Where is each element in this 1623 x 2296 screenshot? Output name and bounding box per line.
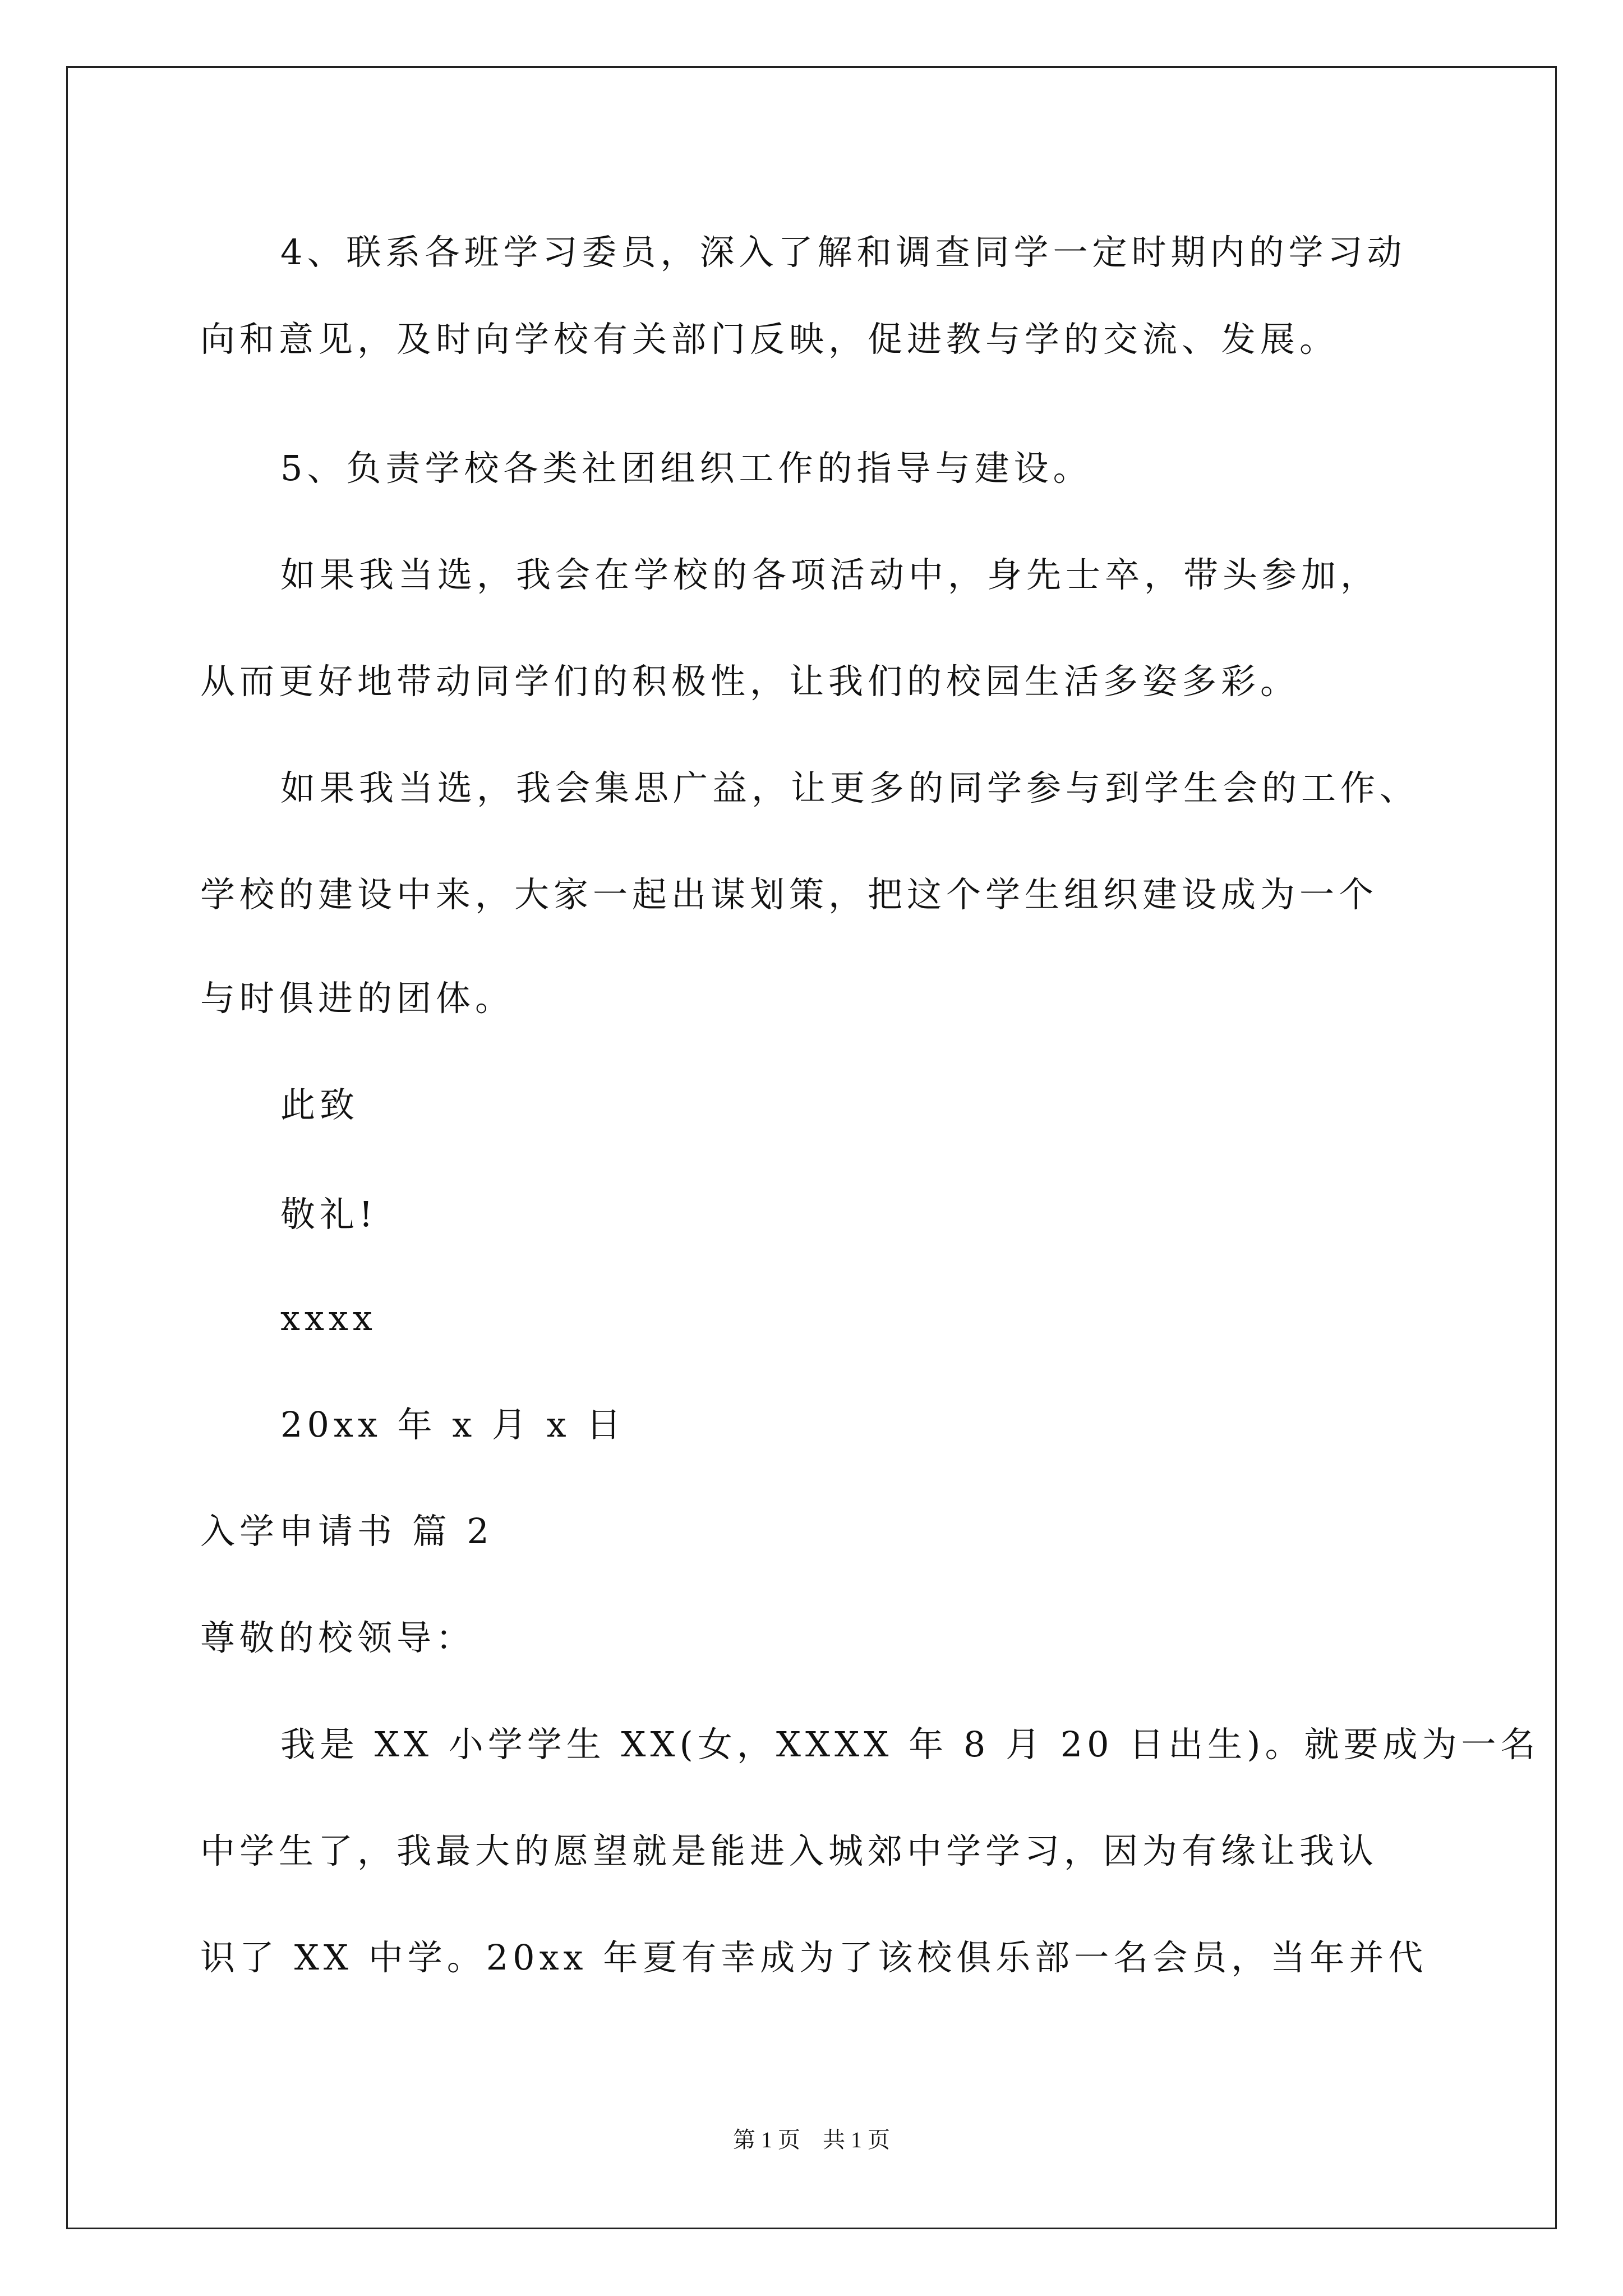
- paragraph-line: 如果我当选，我会集思广益，让更多的同学参与到学生会的工作、: [280, 767, 1419, 808]
- paragraph-line: 我是 XX 小学学生 XX(女，XXXX 年 8 月 20 日出生)。就要成为一名: [280, 1724, 1540, 1765]
- closing-line: 此致: [280, 1084, 359, 1125]
- salutation-line: 尊敬的校领导：: [200, 1617, 476, 1658]
- paragraph-line: 识了 XX 中学。20xx 年夏有幸成为了该校俱乐部一名会员，当年并代: [200, 1937, 1428, 1978]
- paragraph-line: 如果我当选，我会在学校的各项活动中，身先士卒，带头参加，: [280, 554, 1380, 595]
- paragraph-line: 与时俱进的团体。: [200, 978, 515, 1019]
- paragraph-line: 向和意见，及时向学校有关部门反映，促进教与学的交流、发展。: [200, 319, 1339, 360]
- section-heading: 入学申请书 篇 2: [200, 1511, 494, 1552]
- date-line: 20xx 年 x 月 x 日: [280, 1404, 626, 1445]
- signature-line: xxxx: [280, 1297, 377, 1338]
- page-border: [66, 66, 1557, 2229]
- paragraph-line: 4、联系各班学习委员，深入了解和调查同学一定时期内的学习动: [280, 232, 1407, 273]
- paragraph-line: 学校的建设中来，大家一起出谋划策，把这个学生组织建设成为一个: [200, 874, 1378, 915]
- closing-line: 敬礼!: [280, 1194, 377, 1235]
- paragraph-line: 中学生了，我最大的愿望就是能进入城郊中学学习，因为有缘让我认: [200, 1830, 1378, 1871]
- paragraph-line: 5、负责学校各类社团组织工作的指导与建设。: [280, 448, 1092, 489]
- paragraph-line: 从而更好地带动同学们的积极性，让我们的校园生活多姿多彩。: [200, 661, 1300, 702]
- page-footer: 第 1 页 共 1 页: [733, 2127, 890, 2152]
